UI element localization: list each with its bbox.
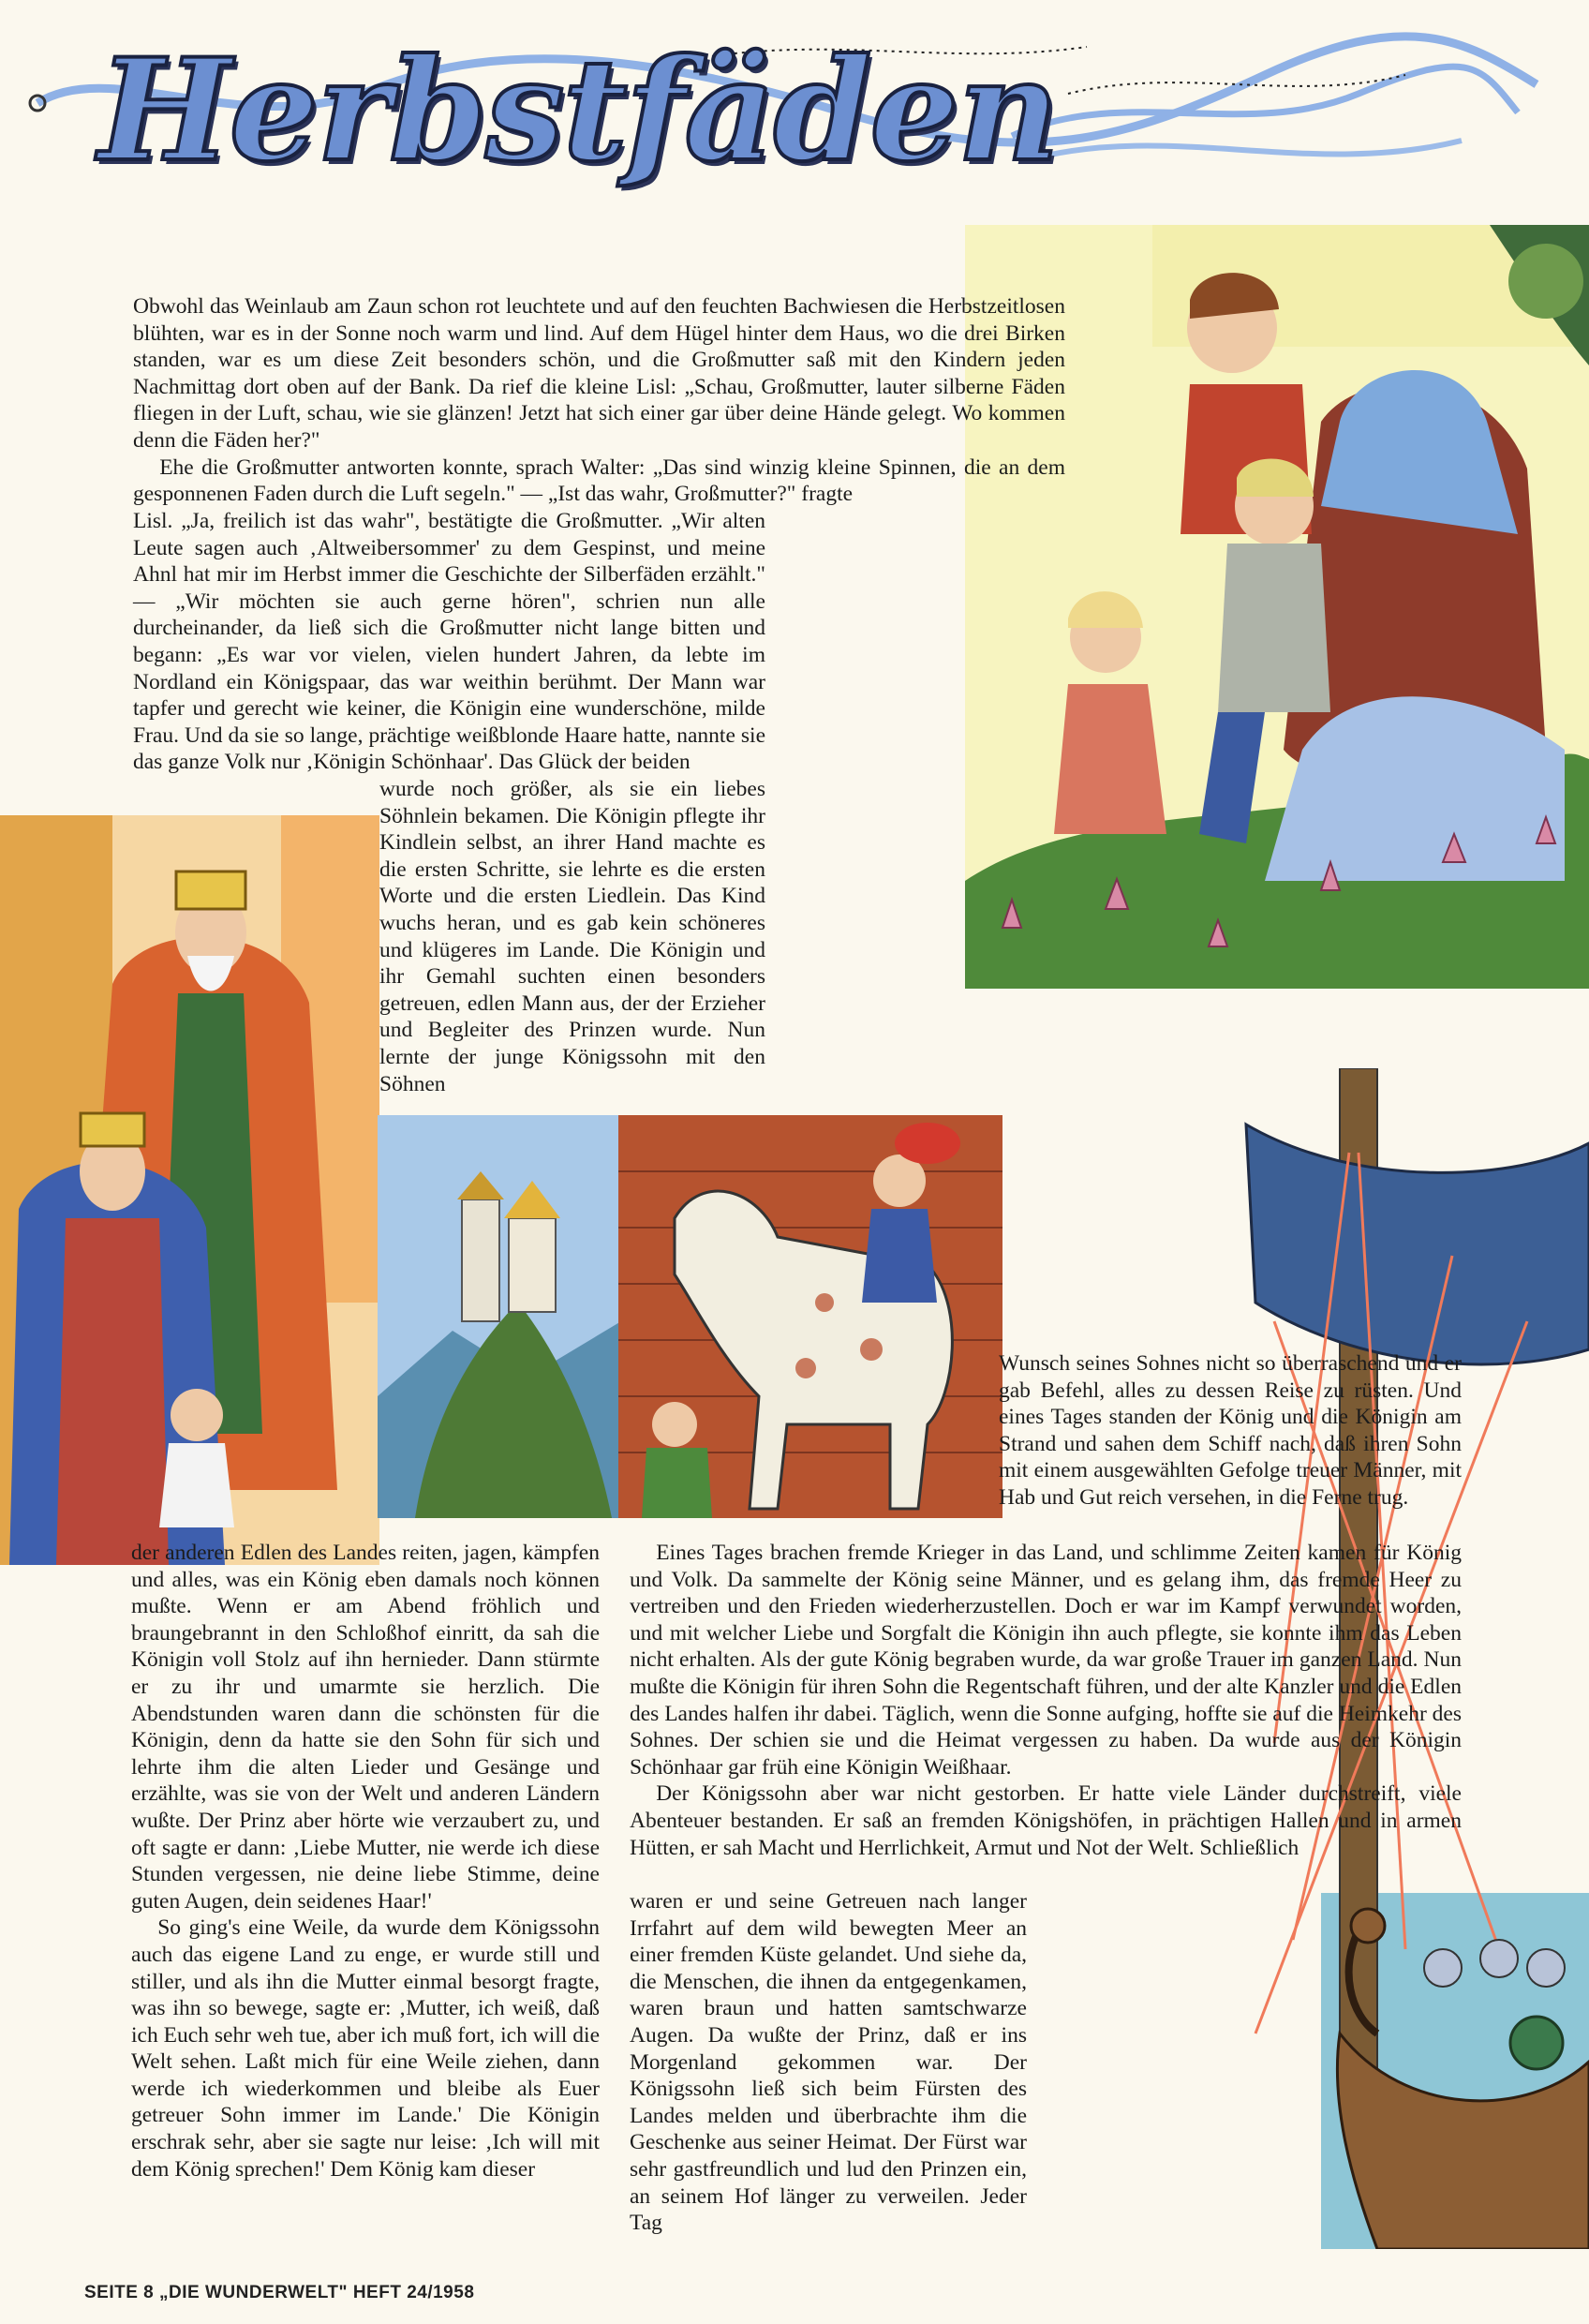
illustration-castle [378, 1115, 621, 1518]
story-paragraph: Lisl. „Ja, freilich ist das wahr", bestätigte die Großmutter. „Wir alten Leute sagen auch ‚Altweibersommer' zu dem Gespinst, und meine Ahnl hat mir im Herbst immer die Geschichte der Silberfäden erzählt." — „Wir möchten sie auch gerne hören", schrien nun alle durcheinander, da ließ sich die Großmutter nicht lange bitten und begann: „Es war vor vielen, vielen hundert Jahren, da lebte im Nordland ein Königspaar, das war weithin berühmt. Der Mann war tapfer und gerecht wie keiner, die Königin eine wunderschöne, milde Frau. Und da sie so lange, prächtige weißblonde Haare hatte, nannte sie das ganze Volk nur ‚Königin Schönhaar'. Das Glück der beiden [133, 509, 765, 775]
illustration-king-queen-child [0, 815, 379, 1565]
story-text-column-6 [630, 1540, 1462, 1861]
story-paragraph: Obwohl das Weinlaub am Zaun schon rot leuchtete und auf den feuchten Bachwiesen die Herbstzeitlosen blühten, war es in der Sonne noch warm und lind. Auf dem Hügel hinter dem Haus, wo die drei Birken standen, war es um diese Zeit besonders schön, und die Großmutter saß mit den Kindern jeden Nachmittag dort oben auf der Bank. Da rief die kleine Lisl: „Schau, Großmutter, lauter silberne Fäden fliegen in der Luft, schau, wie sie glänzen! Jetzt hat sich einer gar über deine Hände gelegt. Wo kommen denn die Fäden her?" [133, 294, 1065, 453]
title-band [0, 0, 1589, 234]
illustration-boy-on-horse [618, 1115, 1002, 1518]
story-paragraph: waren er und seine Getreuen nach langer Irrfahrt auf dem wild bewegten Meer an einer fremden Küste gelandet. Und siehe da, die Menschen, die ihnen da entgegenkamen, waren braun und hatten samtschwarze Augen. Da wußte der Prinz, daß er ins Morgenland gekommen war. Der Königssohn ließ sich beim Fürsten des Landes melden und überbrachte ihm die Geschenke aus seiner Heimat. Der Fürst war sehr gastfreundlich und lud den Prinzen ein, an seinem Hof länger zu verweilen. Jeder Tag [630, 1889, 1027, 2236]
page-footer: SEITE 8 „DIE WUNDERWELT" HEFT 24/1958 [84, 2283, 475, 2302]
story-paragraph: So ging's eine Weile, da wurde dem Königssohn auch das eigene Land zu enge, er wurde still und stiller, und als ihn die Mutter einmal besorgt fragte, was ihn so bewege, sagte er: ‚Mutter, ich weiß, daß ich Euch sehr weh tue, aber ich muß fort, ich will die Welt sehen. Laßt mich für eine Weile ziehen, dann werde ich wiederkommen und bleibe als Euer getreuer Sohn immer im Lande.' Die Königin erschrak sehr, aber sie sagte nur leise: ‚Ich will mit dem König sprechen!' Dem König kam dieser [131, 1915, 600, 2182]
story-text-column-1 [133, 293, 1065, 508]
story-paragraph: Eines Tages brachen fremde Krieger in das Land, und schlimme Zeiten kamen für König und Volk. Da sammelte der König seine Männer, und es gelang ihm, das fremde Heer zu vertreiben und den Frieden wiederherzustellen. Doch er war im Kampf verwundet worden, und mit welcher Liebe und Sorgfalt die Königin ihn auch pflegte, sie konnte ihm das Leben nicht erhalten. Als der gute König begraben wurde, da war große Trauer im ganzen Land. Nun mußte die Königin für ihren Sohn die Regentschaft führen, und der alte Kanzler und die Edlen des Landes halfen ihr dabei. Täglich, wenn die Sonne aufging, hoffte sie auf die Heimkehr des Sohnes. Der schien sie und die Heimat vergessen zu haben. Da wurde aus der Königin Schönhaar gar früh eine Königin Weißhaar. [630, 1541, 1462, 1780]
story-paragraph: der anderen Edlen des Landes reiten, jagen, kämpfen und alles, was ein König eben damals noch können mußte. Wenn er am Abend fröhlich und braungebrannt in den Schloßhof einritt, da sah die Königin voll Stolz auf ihn hernieder. Dann stürmte er zu ihr und umarmte sie herzlich. Die Abendstunden waren dann die schönsten für die Königin, denn da hatte sie den Sohn für sich und lehrte ihm die alten Lieder und Gesänge und erzählte, was sie von der Welt und anderen Ländern wußte. Der Prinz aber hörte wie verzaubert zu, und oft sagte er dann: ‚Liebe Mutter, nie werde ich diese Stunden vergessen, nie deine liebe Stimme, deine guten Augen, dein seidenes Haar!' [131, 1541, 600, 1914]
story-paragraph: wurde noch größer, als sie ein liebes Söhnlein bekamen. Die Königin pflegte ihr Kindlein selbst, an ihrer Hand machte es die ersten Schritte, sie lehrte es die ersten Worte und die ersten Liedlein. Das Kind wuchs heran, und es gab kein schöneres und klügeres im Lande. Die Königin und ihr Gemahl suchten einen besonders getreuen, edlen Mann aus, der der Erzieher und Begleiter des Prinzen wurde. Nun lernte der junge Königssohn mit den Söhnen [379, 777, 765, 1096]
story-text-column-7 [630, 1888, 1027, 2237]
story-text-column-5 [999, 1350, 1462, 1512]
story-text-column-3 [379, 776, 765, 1097]
story-paragraph: Ehe die Großmutter antworten konnte, sprach Walter: „Das sind winzig kleine Spinnen, die an dem gesponnenen Faden durch die Luft segeln." — „Ist das wahr, Großmutter?" fragte [133, 454, 1065, 507]
story-text-column-2 [133, 508, 765, 776]
story-paragraph: Wunsch seines Sohnes nicht so überraschend und er gab Befehl, alles zu dessen Reise zu rüsten. Und eines Tages standen der König und die Königin am Strand und sahen dem Schiff nach, daß ihren Sohn mit einem ausgewählten Gefolge treuer Männer, mit Hab und Gut reich versehen, in die Ferne trug. [999, 1351, 1462, 1510]
story-paragraph: Der Königssohn aber war nicht gestorben. Er hatte viele Länder durchstreift, viele Abenteuer bestanden. Er saß an fremden Königshöfen, in prächtigen Hallen und in armen Hütten, er sah Macht und Herrlichkeit, Armut und Not der Welt. Schließlich [630, 1781, 1462, 1860]
page-title: Herbstfäden [98, 28, 1058, 193]
story-text-column-4 [131, 1540, 600, 2182]
